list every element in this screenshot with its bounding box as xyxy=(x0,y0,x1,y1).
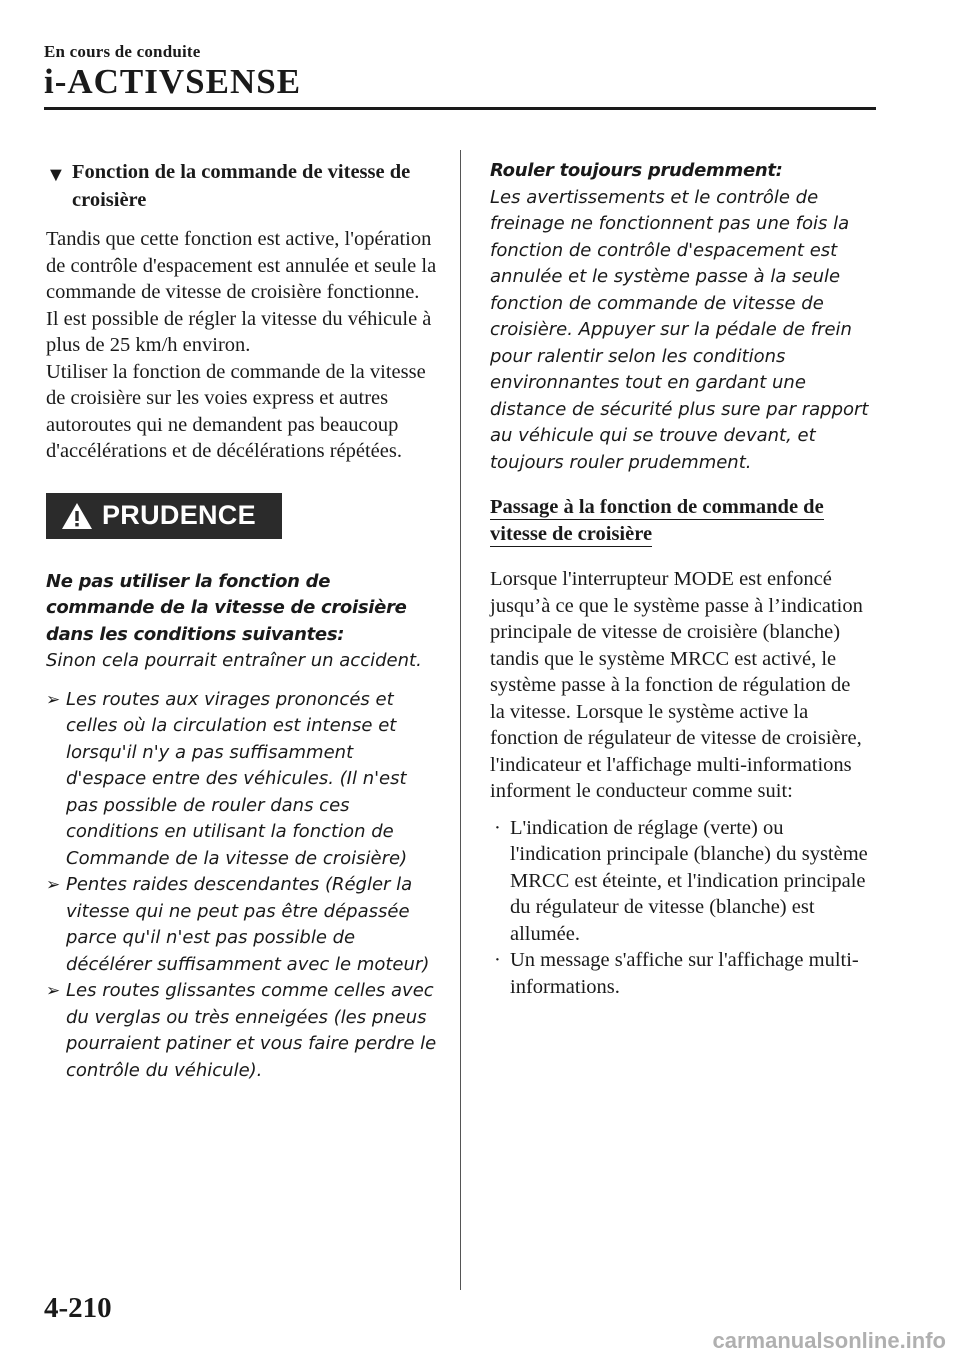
right-column xyxy=(490,158,870,1000)
note-heading: Rouler toujours prudemment: xyxy=(490,160,783,181)
caution-list xyxy=(46,687,438,1085)
page-number: 4-210 xyxy=(44,1292,112,1324)
caution-label: PRUDENCE xyxy=(102,500,256,530)
note-text: Les avertissements et le contrôle de freinage ne fonctionnent pas une fois la fonction de contrôle d'espacement est annulée et le système passe à la seule fonction de commande de vitesse de croisière. Appuyer sur la pédale de frein pour ralentir selon les conditions environnantes tout en gardant une distance de sécurité plus sure par rapport au véhicule qui se trouve devant, et toujours rouler prudemment. xyxy=(490,186,869,473)
bullet-dot: · xyxy=(494,816,501,839)
bullet-dot: · xyxy=(494,949,501,971)
column-divider xyxy=(460,150,461,1290)
caution-text: Sinon cela pourrait entraîner un accident. xyxy=(46,650,422,671)
bullet-text: Un message s'affiche sur l'affichage multi-informations. xyxy=(510,949,859,998)
mode-paragraph: Lorsque l'interrupteur MODE est enfoncé jusqu’à ce que le système passe à l’indication principale de vitesse de croisière (blanche) tandis que le système MRCC est activé, le système passe à la fonction de régulation de la vitesse. Lorsque le système active la fonction de régulateur de vitesse de croisière, l'indicateur et l'affichage multi-informations informent le conducteur comme suit: xyxy=(490,568,863,802)
left-column xyxy=(46,158,438,1084)
bullet-text: L'indication de réglage (verte) ou l'indication principale (blanche) du système MRCC est éteinte, et l'indication principale du régulateur de vitesse (blanche) est allumée. xyxy=(510,816,868,945)
arrow-right-icon: ➢ xyxy=(46,981,61,1001)
caution-block xyxy=(46,569,438,1085)
subsection-title xyxy=(490,494,870,548)
function-heading-text: Fonction de la commande de vitesse de croisière xyxy=(72,161,411,211)
caution-item-text: Pentes raides descendantes (Régler la vitesse qui ne peut pas être dépassée parce qu'il n'est pas possible de décélérer suffisamment avec le moteur) xyxy=(66,874,430,975)
indicator-bullets xyxy=(490,815,870,1001)
caution-heading: Ne pas utiliser la fonction de commande de la vitesse de croisière dans les conditions suivantes: xyxy=(46,570,407,645)
triangle-down-icon: ▼ xyxy=(46,164,66,186)
function-heading xyxy=(46,158,438,214)
function-paragraph: Tandis que cette fonction est active, l'opération de contrôle d'espacement est annulée et seule la commande de vitesse de croisière fonctionne. Il est possible de régler la vitesse du véhicule à plus de 25 km/h environ. Utiliser la fonction de commande de la vitesse de croisière sur les voies express et autres autoroutes qui ne demandent pas beaucoup d'accélérations et de décélérations répétées. xyxy=(46,228,437,462)
caution-item-text: Les routes aux virages prononcés et celles où la circulation est intense et lorsqu'il n'y a pas suffisamment d'espace entre des véhicules. (Il n'est pas possible de rouler dans ces conditions en utilisant la fonction de Commande de la vitesse de croisière) xyxy=(66,688,408,869)
arrow-right-icon: ➢ xyxy=(46,689,61,710)
list-item xyxy=(490,815,870,948)
list-item xyxy=(490,947,870,1000)
list-item xyxy=(46,978,438,1084)
chapter-title: i-ACTIVSENSE xyxy=(44,62,302,101)
list-item xyxy=(46,687,438,873)
note-block xyxy=(490,158,870,476)
caution-item-text: Les routes glissantes comme celles avec du verglas ou très enneigées (les pneus pourraient patiner et vous faire perdre le contrôle du véhicule). xyxy=(66,980,437,1081)
caution-badge xyxy=(46,493,282,539)
subsection-title-text: Passage à la fonction de commande de vitesse de croisière xyxy=(490,496,824,545)
arrow-right-icon: ➢ xyxy=(46,875,61,895)
section-label: En cours de conduite xyxy=(44,42,201,61)
warning-triangle-icon xyxy=(60,501,94,531)
header-rule xyxy=(44,107,876,110)
watermark: carmanualsonline.info xyxy=(712,1328,946,1353)
list-item xyxy=(46,872,438,978)
